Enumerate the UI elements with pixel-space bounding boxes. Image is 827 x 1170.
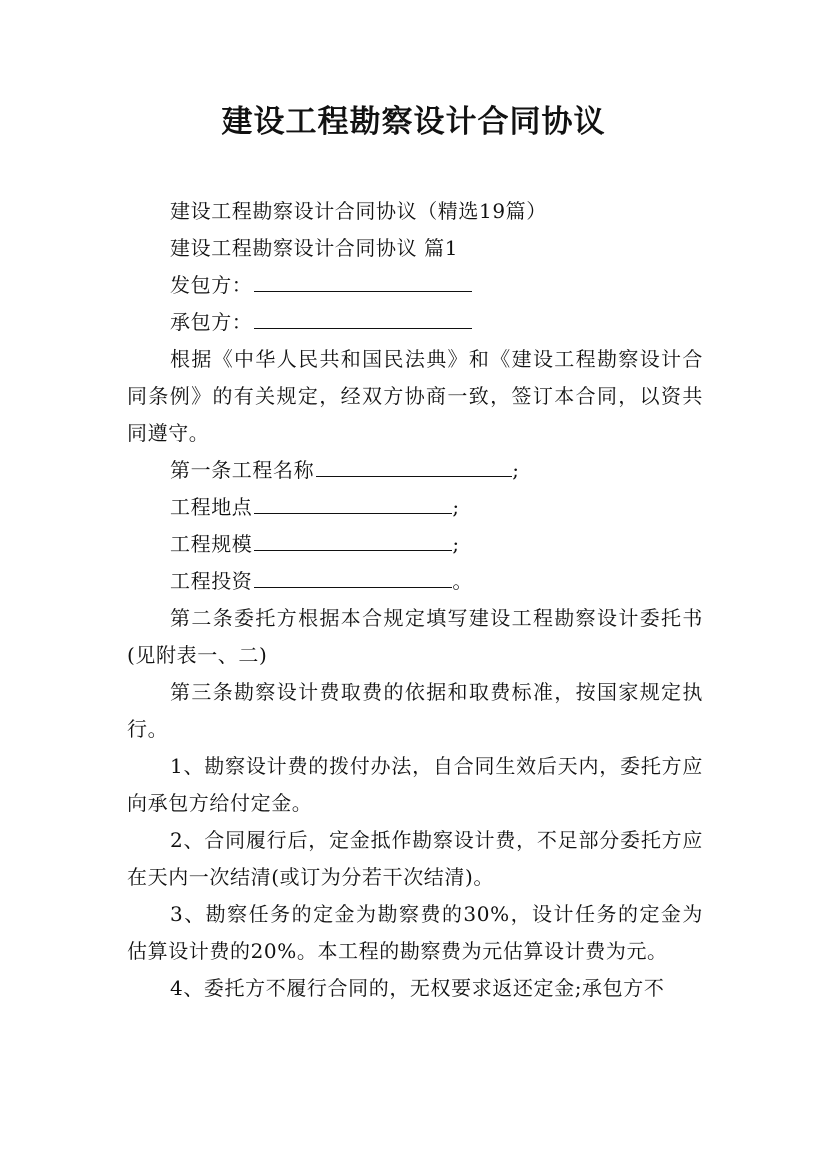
article3-paragraph: 第三条勘察设计费取费的依据和取费标准，按国家规定执行。 — [127, 680, 703, 741]
article1-end: ; — [512, 458, 520, 482]
employer-blank — [254, 269, 472, 292]
contractor-label: 承包方： — [170, 310, 253, 334]
scale-label: 工程规模 — [170, 532, 253, 556]
item3-paragraph: 3、勘察任务的定金为勘察费的30%，设计任务的定金为估算设计费的20%。本工程的勘察费为元估算设计费为元。 — [127, 902, 703, 963]
employer-label: 发包方： — [170, 273, 253, 297]
subtitle: 建设工程勘察设计合同协议（精选19篇） — [170, 199, 547, 223]
document-title: 建设工程勘察设计合同协议 — [221, 104, 606, 140]
intro-paragraph: 根据《中华人民共和国民法典》和《建设工程勘察设计合同条例》的有关规定，经双方协商一致，签订本合同，以资共同遵守。 — [127, 347, 703, 445]
article1-label: 第一条工程名称 — [170, 458, 315, 482]
item1-paragraph: 1、勘察设计费的拨付办法，自合同生效后天内，委托方应向承包方给付定金。 — [127, 754, 703, 815]
project-site-line — [127, 489, 703, 526]
project-scale-blank — [254, 528, 452, 551]
item2-paragraph: 2、合同履行后，定金抵作勘察设计费，不足部分委托方应在天内一次结清(或订为分若干次结清)。 — [127, 828, 703, 889]
invest-end: 。 — [452, 569, 474, 593]
project-scale-line — [127, 526, 703, 563]
contractor-blank — [254, 306, 472, 329]
invest-label: 工程投资 — [170, 569, 253, 593]
document-body — [127, 193, 703, 1007]
project-name-blank — [316, 454, 512, 477]
item4-paragraph: 4、委托方不履行合同的，无权要求返还定金;承包方不 — [170, 976, 665, 1000]
contractor-line — [127, 304, 703, 341]
section-heading: 建设工程勘察设计合同协议 篇1 — [170, 236, 459, 260]
project-site-blank — [254, 491, 452, 514]
article1-project-name-line — [127, 452, 703, 489]
scale-end: ; — [452, 532, 460, 556]
project-investment-line — [127, 563, 703, 600]
site-label: 工程地点 — [170, 495, 253, 519]
project-investment-blank — [254, 565, 452, 588]
employer-line — [127, 267, 703, 304]
site-end: ; — [452, 495, 460, 519]
article2-paragraph: 第二条委托方根据本合规定填写建设工程勘察设计委托书(见附表一、二) — [127, 606, 703, 667]
